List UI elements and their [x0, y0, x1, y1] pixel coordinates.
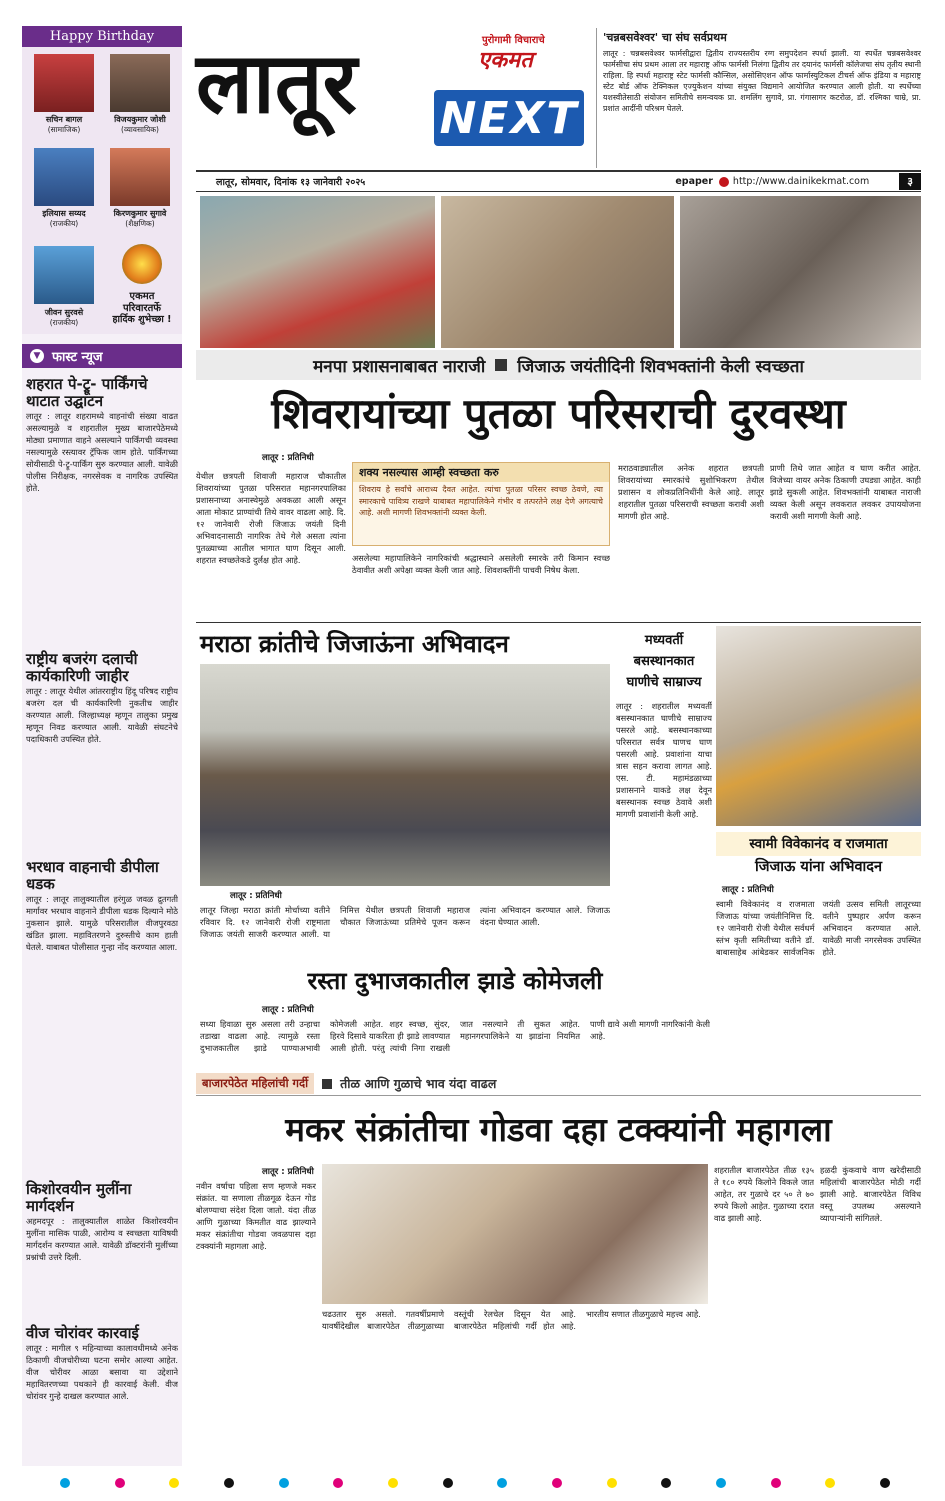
avatar — [34, 148, 94, 206]
story-text: लातूर : चन्नबसवेश्वर फार्मसीद्वारा द्वितीय राज्यस्तरीय रग्ग समुपदेशन स्पर्धा झाली. या स्पर्धेत चन्नबसवेश्वर फार्मसीचा संघ प्रथम आला तर महाराष्ट्र ऑफ फार्मसी निलंगा द्वितीय तर दयानंद फार्मसी कॉलेजचा संघ तृतीय स्थानी राहिला. हि स्पर्धा महाराष्ट्र स्टेट फार्मसी कौन्सिल, असोसिएशन ऑफ फार्मास्युटिकल टीचर्स ऑफ इंडिया व महाराष्ट्र स्टेट बोर्ड ऑफ टेक्निकल एज्युकेशन यांच्या संयुक्त विद्यमाने आयोजित करण्यात आली होती. या स्पर्धेच्या यशस्वीतेसाठी संयोजन समितीचे समन्वयक प्रा. शमलिंग सुगावे, प्रा. गंगासागर कटरोळ, डॉ. रश्मिका चाम्रे, प्रा. प्रशांत आदींनी परिश्रम घेतले. — [603, 49, 921, 113]
birthday-title: Happy Birthday — [22, 26, 182, 47]
tagline: पुरोगामी विचाराचे — [482, 35, 545, 46]
story-headline: 'चन्नबसवेश्वर' चा संघ सर्वप्रथम — [603, 31, 727, 44]
flower-bouquet-icon — [122, 244, 162, 284]
birthday-role: (राजकीय) — [49, 219, 79, 228]
greeting-line: परिवारतर्फे — [122, 303, 161, 314]
lead-text-col3: मराठवाड्यातील अनेक शहरात छत्रपती शिवरायांच्या स्मारकांचे सुशोभिकरण तेथील प्रशासन व लोकप्रतिनिधींनी केले आहे. लातूर शहरातील पुतळा परिसराची स्वच्छता करावी अशी मागणी होत आहे. — [618, 463, 764, 521]
masthead — [196, 28, 588, 168]
registration-dot-icon — [880, 1478, 890, 1488]
birthday-name: विजयकुमार जोशी — [114, 115, 166, 124]
top-right-story — [596, 28, 921, 168]
market-subhead: तीळ आणि गुळाचे भाव यंदा वाढल — [340, 1076, 497, 1091]
birthday-role: (शैक्षणिक) — [125, 219, 155, 228]
registration-dot-icon — [716, 1478, 726, 1488]
greeting-line: एकमत — [129, 291, 155, 302]
sankranti-text-2: चढउतार सुरु असतो. गतवर्षीप्रमाणे यावर्षीदेखील बाजारपेठेत तीळगुळाच्या वस्तूंची रेलचेल दिसून येत आहे. बाजारपेठेत महिलांची गर्दी होत आहे. भारतीय सणात तीळगुळाचे महत्त्व आहे. — [322, 1309, 701, 1331]
registration-dot-icon — [771, 1478, 781, 1488]
photo-caption-bar — [196, 350, 921, 380]
photo-jijau-tribute — [200, 664, 610, 886]
byline: लातूर : प्रतिनिधी — [262, 453, 314, 463]
news-text: लातूर : लातूर येथील आंतरराष्ट्रीय हिंदू परिषद राष्ट्रीय बजरंग दल ची कार्यकारिणी नुकतीच जाहीर करण्यात आली. जिल्हाध्यक्ष म्हणून तालुका प्रमुख म्हणून निवड करण्यात आली. यावेळी संघटनेचे पदाधिकारी उपस्थित होते. — [26, 686, 178, 744]
chevron-down-icon: ▼ — [30, 349, 44, 363]
photo-tilgul-sweets — [322, 1164, 708, 1304]
sankranti-text-4: हळदी कुंकवाचे वाण खरेदीसाठी महिलांची बाजारपेठेत मोठी गर्दी झाली आहे. बाजारपेठेत विविध वस्तू उपलब्ध असल्याने व्यापाऱ्यांनी सांगितले. — [820, 1165, 921, 1223]
epaper-label: epaper — [675, 176, 713, 187]
birthday-box — [22, 26, 182, 334]
lead-headline: शिवरायांच्या पुतळा परिसराची दुरवस्था — [271, 389, 846, 438]
sankranti-text-1: नवीन वर्षाचा पहिला सण म्हणजे मकर संक्रांत. या सणाला तीळगूळ देऊन गोड बोलण्याचा संदेश दिला जातो. यंदा तीळ आणि गुळाच्या किमतीत वाढ झाल्याने मकर संक्रांतीचा गोडवा जवळपास दहा टक्क्यांनी महागला आहे. — [196, 1181, 316, 1251]
bus-headline: मध्यवर्ती बसस्थानकात घाणीचे साम्राज्य — [626, 633, 702, 690]
square-bullet-icon — [495, 359, 507, 371]
jijau-headline: मराठा क्रांतीचे जिजाऊंना अभिवादन — [200, 630, 509, 658]
fast-news-header — [22, 344, 182, 368]
birthday-role: (सामाजिक) — [47, 125, 81, 134]
birthday-role: (व्यावसायिक) — [121, 125, 159, 134]
fast-news-title: फास्ट न्यूज — [52, 350, 103, 365]
registration-dot-icon — [279, 1478, 289, 1488]
quote-box-title: शक्य नसल्यास आम्ही स्वच्छता करु — [353, 463, 609, 482]
vivekanand-text: स्वामी विवेकानंद व राजमाता जिजाऊ यांच्या जयंतीनिमित्त दि. १२ जानेवारी रोजी येथील सर्वधर्म स्तंभ कृती समितीच्या वतीने डॉ. बाबासाहेब आंबेडकर सार्वजनिक जयंती उत्सव समिती लातूरच्या वतीने पुष्पहार अर्पण करून अभिवादन करण्यात आले. यावेळी माजी नगरसेवक उपस्थित होते. — [716, 899, 921, 957]
registration-dot-icon — [825, 1478, 835, 1488]
next-label: NEXT — [439, 92, 579, 144]
registration-dot-icon — [661, 1478, 671, 1488]
avatar — [110, 148, 170, 206]
registration-marks — [60, 1478, 890, 1490]
masthead-title: लातूर — [196, 34, 357, 132]
sankranti-text-3: शहरातील बाजारपेठेत तीळ १३५ ते १८० रुपये किलोने विकले जात आहेत, तर गुळाचे दर ५० ते ७० रुपये किलो आहेत. गुळाच्या दरात वाढ झाली आहे. — [714, 1165, 814, 1223]
byline: लातूर : प्रतिनिधी — [722, 885, 774, 895]
next-logo — [434, 90, 584, 146]
divider — [196, 622, 921, 623]
caption-part: मनपा प्रशासनाबाबत नाराजी — [313, 356, 486, 377]
avatar — [110, 54, 170, 112]
news-text: लातूर : मागील ९ महिन्याच्या कालावधीमध्ये अनेक ठिकाणी वीजचोरीच्या घटना समोर आल्या आहेत. वीज चोरीवर आळा बसावा या उद्देशाने महावितरणच्या पथकाने ही कारवाई केली. वीज चोरांवर गुन्हे दाखल करण्यात आले. — [26, 1343, 178, 1401]
news-title: शहरात पे-ट्रू- पार्किंगचे थाटात उद्घाटन — [26, 375, 148, 410]
list-item — [26, 651, 178, 853]
registration-dot-icon — [607, 1478, 617, 1488]
byline: लातूर : प्रतिनिधी — [262, 1167, 314, 1177]
page-number: ३ — [899, 173, 921, 190]
birthday-name: सचिन बागल — [45, 115, 83, 124]
jijau-text: लातूर जिल्हा मराठा क्रांती मोर्चाच्या वतीने रविवार दि. १२ जानेवारी रोजी राष्ट्रमाता जिजाऊ जयंती साजरी करण्यात आली. या निमित्त येथील छत्रपती शिवाजी महाराज चौकात जिजाऊंच्या प्रतिमेचे पूजन करून त्यांना अभिवादन करण्यात आले. जिजाऊ वंदना घेण्यात आली. — [200, 905, 610, 939]
list-item — [26, 1325, 178, 1472]
website-url[interactable]: http://www.dainikekmat.com — [732, 176, 870, 187]
news-title: किशोरवयीन मुलींना मार्गदर्शन — [26, 1180, 132, 1215]
market-tag: बाजारपेठेत महिलांची गर्दी — [196, 1073, 314, 1094]
fast-news-list — [22, 368, 182, 1472]
quote-box-text: शिवराय हे सर्वांचे आराध्य दैवत आहेत. त्यांचा पुतळा परिसर स्वच्छ ठेवणे, त्या स्मारकाचे पावित्र्य राखणे याबाबत महापालिकेने गंभीर व तत्परतेने लक्ष देणे अगत्याचे आहे. अशी मागणी शिवभक्तांनी व्यक्त केली. — [359, 485, 603, 517]
caption-part: जिजाऊ जयंतीदिनी शिवभक्तांनी केली स्वच्छता — [517, 356, 804, 377]
avatar — [34, 246, 94, 304]
left-sidebar — [22, 26, 182, 1466]
bus-text: लातूर : शहरातील मध्यवर्ती बसस्थानकात घाणीचे साम्राज्य पसरले आहे. बसस्थानकाच्या परिसरात सर्वत्र घाणच घाण पसरली आहे. प्रवाशांना याचा त्रास सहन करावा लागत आहे. एस. टी. महामंडळाच्या प्रशासनाने याकडे लक्ष देवून बसस्थानक स्वच्छ ठेवावे अशी मागणी प्रवाशांनी केली आहे. — [616, 701, 712, 819]
birthday-name: जीवन सुरवसे — [44, 308, 84, 317]
photo-broken-fence — [441, 196, 674, 348]
avatar — [34, 54, 94, 112]
birthday-role: (राजकीय) — [49, 318, 79, 327]
news-text: अहमदपूर : तालुक्यातील शाळेत किशोरवयीन मुलींना मासिक पाळी, आरोग्य व स्वच्छता याविषयी मार्गदर्शन करण्यात आले. यावेळी डॉक्टरांनी मुलींच्या प्रश्नांची उत्तरे दिली. — [26, 1216, 178, 1262]
news-title: राष्ट्रीय बजरंग दलाची कार्यकारिणी जाहीर — [26, 650, 138, 685]
brand-logo: एकमत — [478, 48, 533, 73]
registration-dot-icon — [224, 1478, 234, 1488]
photo-damaged-wall — [680, 196, 921, 348]
list-item — [26, 376, 178, 645]
vivekanand-headline-1: स्वामी विवेकानंद व राजमाता — [716, 832, 921, 856]
square-bullet-icon — [322, 1079, 332, 1089]
registration-dot-icon — [388, 1478, 398, 1488]
photo-statue-area — [200, 196, 435, 348]
registration-dot-icon — [443, 1478, 453, 1488]
lead-text-col2: असलेल्या महापालिकेने नागरिकांची श्रद्धास्थाने असलेली स्मारके तरी किमान स्वच्छ ठेवावीत अशी अपेक्षा व्यक्त केली जात आहे. शिवशक्तींनी पाचवी निषेध केला. — [352, 553, 610, 575]
lead-text-col1: येथील छत्रपती शिवाजी महाराज चौकातील शिवरायांच्या पुतळा परिसरात महानगरपालिका प्रशासनाच्या अनास्थेमुळे अवकळा आली असून आता मोकाट प्राण्यांची तिथे वावर वाढला आहे. दि. १२ जानेवारी रोजी जिजाऊ जयंती दिनी अभिवादनासाठी नागरिक तेथे गेले असता त्यांना पुतळ्याच्या आतील भागात घाण दिसून आली. शहरात स्वच्छतेकडे दुर्लक्ष होत आहे. — [196, 471, 346, 565]
tree-text: सध्या हिवाळा सुरु असला तरी उन्हाचा तडाखा वाढला आहे. त्यामुळे रस्ता दुभाजकातील झाडे पाण्याअभावी कोमेजली आहेत. शहर स्वच्छ, सुंदर, हिरवे दिसावे याकरिता ही झाडे लावण्यात आली होती. परंतु त्यांची निगा राखली जात नसल्याने ती सुकत आहेत. महानगरपालिकेने या झाडांना नियमित पाणी द्यावे अशी मागणी नागरिकांनी केली आहे. — [200, 1019, 710, 1053]
news-title: वीज चोरांवर कारवाई — [26, 1324, 139, 1342]
tree-headline: रस्ता दुभाजकातील झाडे कोमेजली — [307, 967, 603, 995]
vivekanand-headline-2: जिजाऊ यांना अभिवादन — [754, 859, 883, 875]
byline: लातूर : प्रतिनिधी — [230, 891, 282, 901]
greeting-line: हार्दिक शुभेच्छा ! — [112, 314, 172, 325]
dateline-bar — [196, 170, 921, 192]
market-strip — [196, 1072, 921, 1096]
dateline: लातूर, सोमवार, दिनांक १३ जानेवारी २०२५ — [216, 177, 366, 188]
registration-dot-icon — [333, 1478, 343, 1488]
registration-dot-icon — [552, 1478, 562, 1488]
sankranti-headline: मकर संक्रांतीचा गोडवा दहा टक्क्यांनी महागला — [285, 1110, 832, 1149]
registration-dot-icon — [60, 1478, 70, 1488]
birthday-name: किरणकुमार सुगावे — [113, 209, 167, 218]
news-text: लातूर : लातूर तालुक्यातील हरंगुळ जवळ द्रुतगती मार्गावर भरधाव वाहनाने डीपीला धडक दिल्याने मोठे नुकसान झाले. यामुळे परिसरातील वीजपुरवठा खंडित झाला. महावितरणने दुरुस्तीचे काम हाती घेतले. याबाबत पोलीसात गुन्हा नोंद करण्यात आला. — [26, 894, 178, 952]
list-item — [26, 859, 178, 1175]
lead-text-col4: प्राणी तिथे जात आहेत व घाण करीत आहेत. विजेच्या वायर अनेक ठिकाणी उघड्या आहेत. काही झाडे सुकली आहेत. शिवभक्तांनी याबाबत नाराजी व्यक्त केली असून लवकरात लवकर उपाययोजना करावी अशी मागणी केली आहे. — [770, 463, 921, 521]
byline: लातूर : प्रतिनिधी — [262, 1005, 314, 1015]
registration-dot-icon — [497, 1478, 507, 1488]
registration-dot-icon — [115, 1478, 125, 1488]
globe-icon — [719, 177, 729, 187]
registration-dot-icon — [169, 1478, 179, 1488]
quote-box — [352, 462, 610, 546]
list-item — [26, 1181, 178, 1319]
photo-vivekanand-statue — [716, 626, 921, 826]
news-title: भरधाव वाहनाची डीपीला धडक — [26, 858, 159, 893]
news-text: लातूर : लातूर शहरामध्ये वाहनांची संख्या वाढत असल्यामुळे व शहरातील मुख्य बाजारपेठेमध्ये मोठ्या प्रमाणात वाहने असल्याने पार्किंगची व्यवस्था नसल्यामुळे रस्त्यावर ट्रॅफिक जाम होते. पार्किंगच्या सोयीसाठी पे-ट्रू-पार्किंग सुरु करण्यात आली. यावेळी पोलीस निरीक्षक, नगरसेवक व नागरिक उपस्थित होते. — [26, 411, 178, 493]
birthday-name: इलियास सय्यद — [42, 209, 86, 218]
